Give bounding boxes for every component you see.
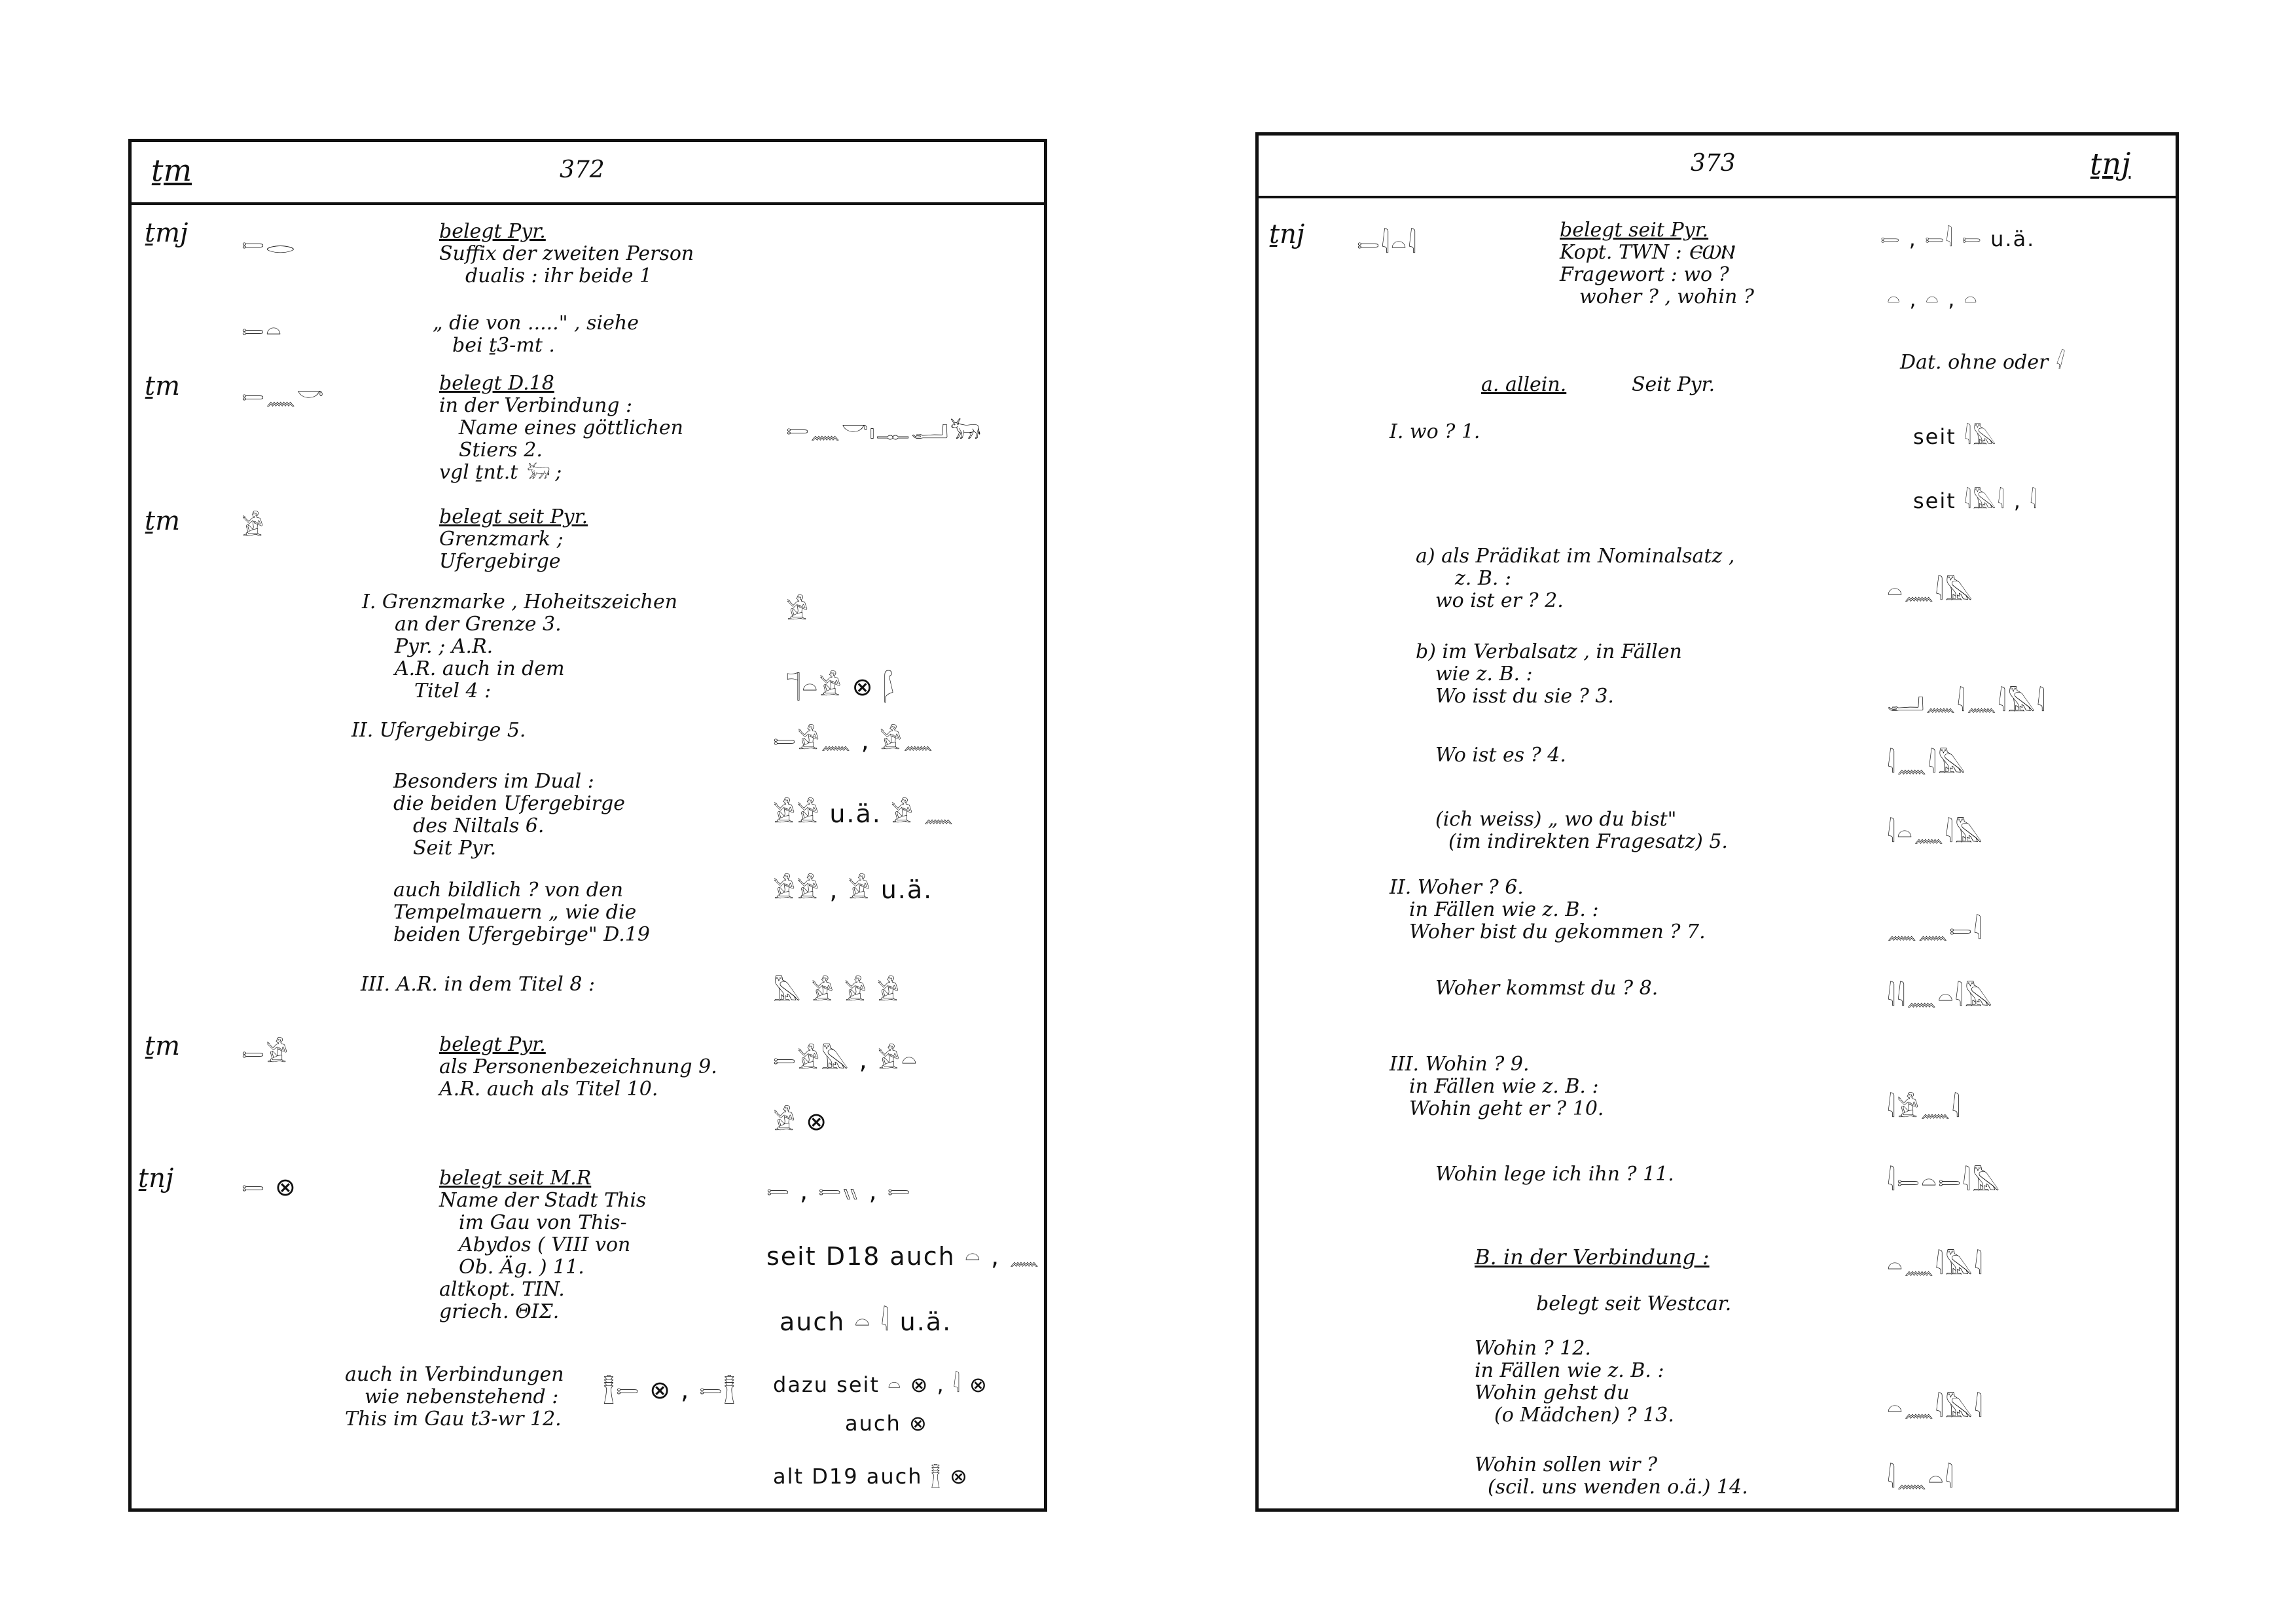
line: altkopt. TIN. xyxy=(439,1278,565,1301)
example-hieroglyphs: 𓅓 𓀀 𓀀 𓀀 xyxy=(773,977,901,1006)
sense-text xyxy=(393,879,650,946)
line: Wo isst du sie ? 3. xyxy=(1435,685,1614,708)
line: auch in Verbindungen xyxy=(345,1363,564,1386)
section-a-title: a. allein. xyxy=(1481,373,1567,396)
entry-lemma: ṯnj xyxy=(138,1163,174,1194)
example-hieroglyphs: 𓇋𓈖𓇋𓅓 xyxy=(1887,750,1967,778)
sense-text xyxy=(1416,641,1682,708)
left-page-header xyxy=(132,142,1044,205)
line: an der Grenze 3. xyxy=(395,613,562,636)
example-hieroglyphs: 𓇋𓍿𓏏𓍿𓇋𓅓 xyxy=(1887,1167,2001,1196)
section-b-since: belegt seit Westcar. xyxy=(1536,1292,1732,1315)
section-b-title: B. in der Verbindung : xyxy=(1475,1245,1710,1269)
entry-hieroglyph: 𓀀 xyxy=(242,513,266,541)
line: z. B. : xyxy=(1455,567,1512,590)
line: III. Wohin ? 9. xyxy=(1390,1053,1530,1076)
line: Grenzmark ; xyxy=(439,528,564,551)
sense-text xyxy=(1390,877,1706,943)
left-page xyxy=(128,139,1047,1512)
left-header-lemma: ṯm xyxy=(151,153,192,188)
form-hieroglyphs: 𓍿 , 𓍿𓇋 𓍿 u.ä. xyxy=(1880,227,2036,251)
entry-text xyxy=(439,506,588,573)
sense-text xyxy=(1475,1454,1748,1499)
example-hieroglyphs: 𓇋𓈖𓏏𓇋 xyxy=(1887,1465,1955,1493)
line: Besonders im Dual : xyxy=(393,770,594,793)
example-hieroglyphs: 𓀀 xyxy=(786,596,810,625)
sense-text xyxy=(362,591,677,702)
example-hieroglyphs: 𓏏𓈖𓇋𓅓𓇋 xyxy=(1887,1394,1984,1423)
line: in Fällen wie z. B. : xyxy=(1409,898,1599,921)
line: Woher kommst du ? 8. xyxy=(1435,977,1659,1000)
example-hieroglyphs: auch 𓏏 𓇋 u.ä. xyxy=(780,1307,952,1336)
line: wie z. B. : xyxy=(1435,663,1533,685)
entry-text xyxy=(439,373,683,484)
sense-text xyxy=(351,720,526,742)
entry-lemma: ṯm xyxy=(145,1031,181,1061)
line: „ die von ....." , siehe xyxy=(433,312,639,335)
line: belegt seit Pyr. xyxy=(1560,219,1709,242)
line: Titel 4 : xyxy=(414,680,492,702)
line: II. Woher ? 6. xyxy=(1390,876,1524,899)
entry-text xyxy=(433,312,639,357)
line: Wohin gehst du xyxy=(1475,1381,1630,1404)
example-hieroglyphs: dazu seit 𓏏 ⊗ , 𓇋 ⊗ xyxy=(773,1372,988,1397)
entry-hieroglyph: 𓍿 ⊗ xyxy=(242,1173,297,1201)
line: belegt D.18 xyxy=(439,372,554,395)
form-note: Dat. ohne oder 𓇋 xyxy=(1900,351,2062,374)
entry-hieroglyph: 𓍿𓈖𓎡 xyxy=(242,382,325,410)
line: in der Verbindung : xyxy=(439,394,633,417)
line: Pyr. ; A.R. xyxy=(395,635,493,658)
sense-text xyxy=(1435,744,1566,767)
line: Stiers 2. xyxy=(459,439,543,462)
line: Suffix der zweiten Person xyxy=(439,242,694,265)
example-hieroglyphs: 𓏏𓈖𓇋𓅓 xyxy=(1887,577,1974,606)
entry-lemma: ṯnj xyxy=(1269,219,1305,249)
compound-hieroglyph: 𓊽𓍿 ⊗ , 𓍿𓊽 xyxy=(603,1376,737,1404)
line: in Fällen wie z. B. : xyxy=(1475,1359,1664,1382)
compound-text xyxy=(345,1364,564,1431)
entry-text xyxy=(1560,219,1754,308)
entry-text xyxy=(439,1034,717,1101)
line: Ufergebirge xyxy=(439,550,561,573)
line: in Fällen wie z. B. : xyxy=(1409,1075,1599,1098)
line: Wohin lege ich ihn ? 11. xyxy=(1435,1163,1674,1186)
line: II. Ufergebirge 5. xyxy=(351,719,526,742)
right-page xyxy=(1255,132,2179,1512)
example-hieroglyphs: 𓀀𓀀 u.ä. 𓀀 𓈖 xyxy=(773,799,955,828)
line: belegt seit M.R xyxy=(439,1167,592,1190)
line: Seit Pyr. xyxy=(413,837,497,860)
sense-text xyxy=(361,974,595,996)
sense-text xyxy=(1435,977,1658,1000)
sense-text xyxy=(1475,1338,1674,1427)
section-b-hieroglyph: 𓏏𓈖𓇋𓅓𓇋 xyxy=(1887,1251,1984,1280)
right-header-lemma: ṯnj xyxy=(2090,146,2131,181)
sense-text xyxy=(1390,421,1480,443)
line: (scil. uns wenden o.ä.) 14. xyxy=(1488,1476,1748,1499)
line: Wo ist es ? 4. xyxy=(1435,744,1566,767)
example-hieroglyphs: 𓇋𓇋𓈖𓏏𓇋𓅓 xyxy=(1887,983,1994,1012)
entry-lemma: ṯm xyxy=(145,371,181,401)
line: belegt Pyr. xyxy=(439,220,546,243)
line: b) im Verbalsatz , in Fällen xyxy=(1416,640,1682,663)
section-a-since: Seit Pyr. xyxy=(1632,373,1715,396)
line: bei ṯ3-mt . xyxy=(452,334,555,357)
example-hieroglyphs: 𓀀𓀀 , 𓀀 u.ä. xyxy=(773,875,933,904)
entry-hieroglyph: 𓍿𓏏 xyxy=(242,316,283,345)
line: beiden Ufergebirge" D.19 xyxy=(393,923,650,946)
line: Woher bist du gekommen ? 7. xyxy=(1409,921,1706,943)
line: (o Mädchen) ? 13. xyxy=(1494,1404,1674,1427)
sense-text xyxy=(1390,1053,1604,1120)
line: des Niltals 6. xyxy=(413,814,545,837)
form-hieroglyphs: 𓏏 , 𓏏 , 𓏏 xyxy=(1887,287,1979,312)
line: griech. ΘΙΣ. xyxy=(439,1300,560,1323)
entry-text xyxy=(439,1167,646,1323)
example-hieroglyphs: 𓇋𓀀𓈖𓇋 xyxy=(1887,1094,1962,1123)
sense-text xyxy=(393,771,625,860)
line: Fragewort : wo ? xyxy=(1560,263,1729,286)
example-hieroglyphs: 𓇋𓏏𓈖𓇋𓅓 xyxy=(1887,819,1984,848)
line: Kopt. TWN : ⲈⲰⲚ xyxy=(1560,241,1734,264)
entry-text xyxy=(439,221,694,287)
example-hieroglyphs: auch ⊗ xyxy=(845,1411,928,1436)
line: A.R. auch in dem xyxy=(395,657,565,680)
line: A.R. auch als Titel 10. xyxy=(439,1078,658,1101)
line: belegt seit Pyr. xyxy=(439,505,588,528)
example-hieroglyphs: 𓍿𓀀𓈖 , 𓀀𓈖 xyxy=(773,726,935,755)
line: I. wo ? 1. xyxy=(1390,420,1480,443)
line: I. Grenzmarke , Hoheitszeichen xyxy=(362,591,678,613)
sense-text xyxy=(1416,545,1734,612)
line: woher ? , wohin ? xyxy=(1579,285,1754,308)
example-hieroglyphs: 𓂝𓈖𓇋𓈖𓇋𓅓𓇋 xyxy=(1887,688,2047,717)
line: Wohin geht er ? 10. xyxy=(1409,1097,1604,1120)
line: wie nebenstehend : xyxy=(365,1385,559,1408)
entry-lemma: ṯm xyxy=(145,506,181,536)
sense-text xyxy=(1435,1163,1674,1186)
line: (ich weiss) „ wo du bist" xyxy=(1435,808,1677,831)
line: die beiden Ufergebirge xyxy=(393,792,625,815)
example-hieroglyphs: 𓈖𓈖𓍿𓇋 xyxy=(1887,916,1983,945)
line: III. A.R. in dem Titel 8 : xyxy=(361,973,596,996)
example-hieroglyphs: 𓍿 , 𓍿𓏭 , 𓍿 xyxy=(766,1176,912,1205)
example-hieroglyphs: 𓍿𓀀𓅓 , 𓀀𓏏 xyxy=(773,1046,918,1074)
line: wo ist er ? 2. xyxy=(1435,589,1564,612)
example-hieroglyphs: alt D19 auch 𓊽 ⊗ xyxy=(773,1464,969,1489)
line: als Personenbezeichnung 9. xyxy=(439,1055,717,1078)
line: Abydos ( VIII von xyxy=(459,1233,631,1256)
line: This im Gau t3-wr 12. xyxy=(345,1408,562,1431)
line: a) als Prädikat im Nominalsatz , xyxy=(1416,545,1735,568)
line: auch bildlich ? von den xyxy=(393,879,624,902)
line: Name der Stadt This xyxy=(439,1189,647,1212)
left-page-number: 372 xyxy=(560,156,605,183)
entry-hieroglyph: 𓍿𓀀 xyxy=(242,1039,290,1068)
example-hieroglyphs: 𓊹𓏏𓀀 ⊗ 𓆄 xyxy=(786,672,896,701)
sense-text xyxy=(1435,809,1728,853)
line: Wohin sollen wir ? xyxy=(1475,1453,1658,1476)
right-page-header xyxy=(1259,136,2176,198)
entry-lemma: ṯmj xyxy=(145,218,188,248)
entry-hieroglyph: 𓍿𓇋𓏏𓇋 xyxy=(1357,230,1418,259)
line: Wohin ? 12. xyxy=(1475,1337,1591,1360)
entry-hieroglyph: 𓍿𓂋 xyxy=(242,230,296,259)
line: (im indirekten Fragesatz) 5. xyxy=(1448,830,1728,853)
line: vgl ṯnt.t 𓃒 ; xyxy=(439,461,562,484)
line: im Gau von This- xyxy=(459,1211,627,1234)
example-hieroglyphs: seit 𓇋𓅓𓇋 , 𓇋 xyxy=(1913,488,2039,513)
example-hieroglyphs: seit D18 auch 𓏏 , 𓈖 xyxy=(766,1242,1041,1271)
line: belegt Pyr. xyxy=(439,1033,546,1056)
line: dualis : ihr beide 1 xyxy=(465,264,653,287)
line: Tempelmauern „ wie die xyxy=(393,901,637,924)
example-hieroglyphs: seit 𓇋𓅓 xyxy=(1913,424,1998,449)
example-hieroglyphs: 𓍿𓈖𓎡𓏤𓊃𓂝𓃒 xyxy=(786,416,983,445)
line: Ob. Äg. ) 11. xyxy=(459,1256,584,1279)
line: Name eines göttlichen xyxy=(459,416,683,439)
example-hieroglyphs: 𓀀 ⊗ xyxy=(773,1107,829,1136)
right-page-number: 373 xyxy=(1691,150,1736,177)
